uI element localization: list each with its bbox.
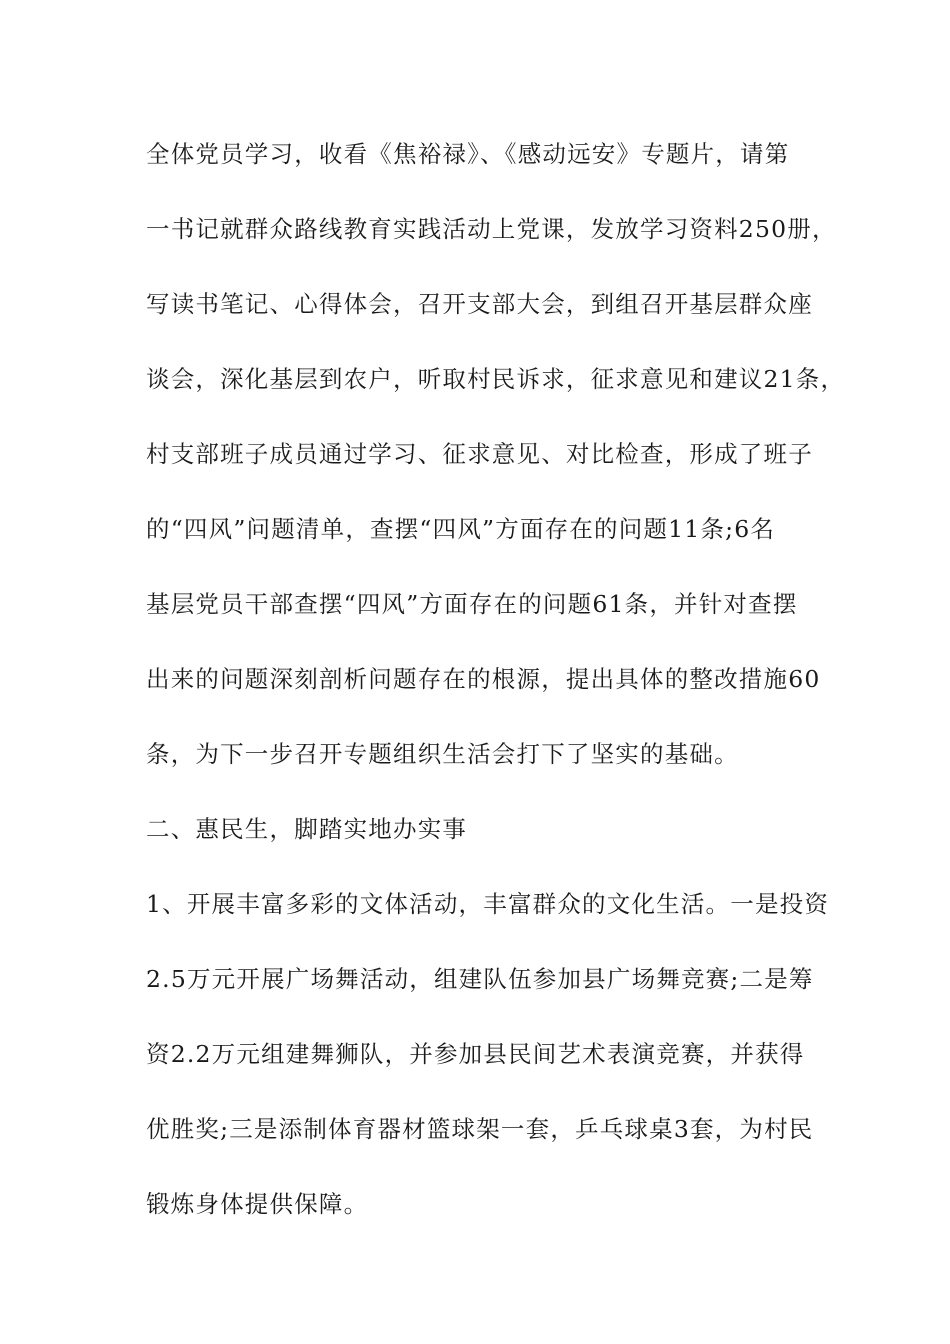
- body-text: [146, 130, 846, 1255]
- text-line: 出来的问题深刻剖析问题存在的根源，提出具体的整改措施60: [146, 665, 821, 693]
- text-line: 2.5万元开展广场舞活动，组建队伍参加县广场舞竞赛;二是筹: [146, 965, 814, 993]
- text-line: 锻炼身体提供保障。: [146, 1190, 369, 1218]
- section-heading: 二、惠民生，脚踏实地办实事: [146, 815, 468, 843]
- text-line: 写读书笔记、心得体会，召开支部大会，到组召开基层群众座: [146, 290, 813, 318]
- text-line: 资2.2万元组建舞狮队，并参加县民间艺术表演竞赛，并获得: [146, 1040, 805, 1068]
- text-line: 1、开展丰富多彩的文体活动，丰富群众的文化生活。一是投资: [146, 890, 830, 918]
- text-line: 优胜奖;三是添制体育器材篮球架一套，乒乓球桌3套，为村民: [146, 1115, 814, 1143]
- text-line: 村支部班子成员通过学习、征求意见、对比检查，形成了班子: [146, 440, 813, 468]
- text-line: 全体党员学习，收看《焦裕禄》、《感动远安》专题片，请第: [146, 140, 790, 168]
- text-line: 谈会，深化基层到农户，听取村民诉求，征求意见和建议21条，: [146, 365, 846, 393]
- text-line: 的“四风”问题清单，查摆“四风”方面存在的问题11条;6名: [146, 515, 776, 543]
- text-line: 条，为下一步召开专题组织生活会打下了坚实的基础。: [146, 740, 739, 768]
- text-line: 基层党员干部查摆“四风”方面存在的问题61条，并针对查摆: [146, 590, 798, 618]
- text-line: 一书记就群众路线教育实践活动上党课，发放学习资料250册，: [146, 215, 837, 243]
